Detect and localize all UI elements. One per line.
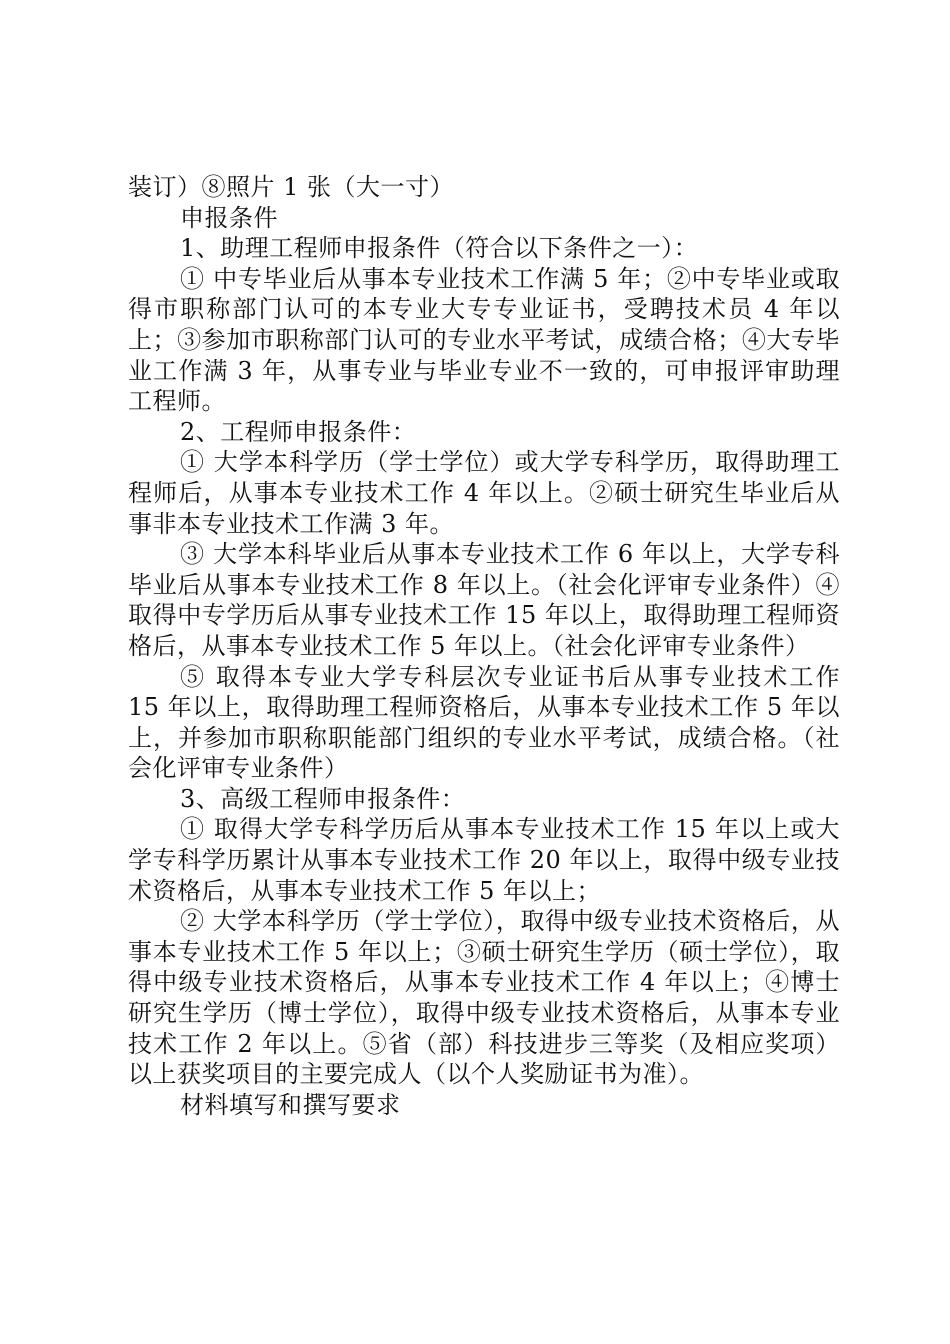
heading-material-requirements: 材料填写和撰写要求: [180, 1090, 401, 1119]
paragraph-engineer-conditions-1: ① 大学本科学历（学士学位）或大学专科学历，取得助理工程师后，从事本专业技术工作 4 年以上。②硕士研究生毕业后从事非本专业技术工作满 3 年。: [128, 448, 840, 538]
heading-engineer: 2、工程师申报条件：: [180, 417, 417, 446]
heading-senior-engineer: 3、高级工程师申报条件：: [180, 784, 466, 813]
heading-application-conditions: 申报条件: [180, 203, 278, 232]
document-body: [128, 172, 840, 1120]
paragraph-continuation: 装订）⑧照片 1 张（大一寸）: [128, 173, 455, 201]
paragraph-senior-engineer-conditions-1: ① 取得大学专科学历后从事本专业技术工作 15 年以上或大学专科学历累计从事本专业技术工作 20 年以上，取得中级专业技术资格后，从事本专业技术工作 5 年以上；: [128, 815, 840, 905]
paragraph-senior-engineer-conditions-2: ② 大学本科学历（学士学位），取得中级专业技术资格后，从事本专业技术工作 5 年以上；③硕士研究生学历（硕士学位），取得中级专业技术资格后，从事本专业技术工作 4 年以上；④博士研究生学历（博士学位），取得中级专业技术资格后，从事本专业技术工作 2 年以上。⑤省（部）科技进步三等奖（及相应奖项）以上获奖项目的主要完成人（以个人奖励证书为准）。: [128, 907, 840, 1089]
paragraph-engineer-conditions-2: ③ 大学本科毕业后从事本专业技术工作 6 年以上，大学专科毕业后从事本专业技术工作 8 年以上。（社会化评审专业条件）④取得中专学历后从事专业技术工作 15 年以上，取得助理工程师资格后，从事本专业技术工作 5 年以上。（社会化评审专业条件）: [128, 540, 840, 660]
paragraph-assistant-engineer-conditions: ① 中专毕业后从事本专业技术工作满 5 年；②中专毕业或取得市职称部门认可的本专业大专专业证书，受聘技术员 4 年以上；③参加市职称部门认可的专业水平考试，成绩合格；④大专毕业工作满 3 年，从事专业与毕业专业不一致的，可申报评审助理工程师。: [128, 264, 840, 416]
heading-assistant-engineer: 1、助理工程师申报条件（符合以下条件之一）：: [180, 234, 699, 263]
paragraph-engineer-conditions-3: ⑤ 取得本专业大学专科层次专业证书后从事专业技术工作 15 年以上，取得助理工程师资格后，从事本专业技术工作 5 年以上，并参加市职称职能部门组织的专业水平考试，成绩合格。（社会化评审专业条件）: [128, 662, 840, 783]
